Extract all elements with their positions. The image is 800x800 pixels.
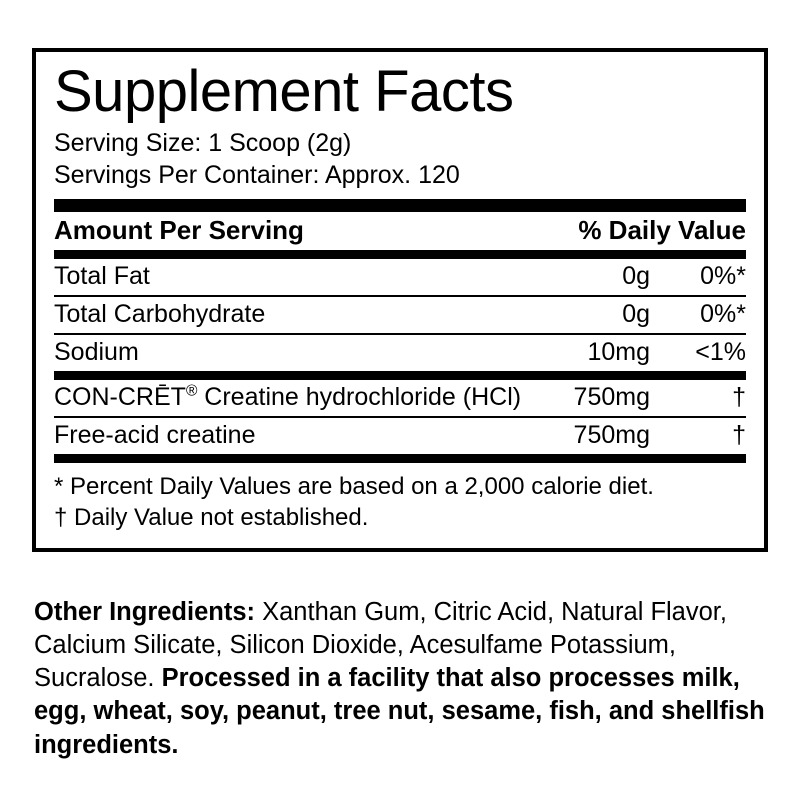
table-row [54, 259, 746, 296]
servings-per-container-text: Servings Per Container: Approx. 120 [54, 161, 460, 190]
nutrient-name: Total Fat [54, 262, 150, 291]
nutrient-amount: 0g [622, 262, 650, 291]
ingredient-daily-value: † [650, 417, 746, 454]
ingredient-name: Free-acid creatine [54, 417, 566, 454]
footnote-daily-value-basis: * Percent Daily Values are based on a 2,000 calorie diet. [54, 473, 654, 501]
table-row [54, 380, 746, 417]
divider-above-ingredients [54, 371, 746, 380]
footnote-dagger: † Daily Value not established. [54, 504, 369, 532]
header-daily-value: % Daily Value [578, 215, 746, 246]
table-header-row [54, 212, 746, 250]
other-ingredients-label: Other Ingredients: [34, 598, 256, 626]
ingredient-daily-value: † [732, 383, 746, 412]
nutrient-daily-value: 0%* [700, 262, 746, 291]
registered-trademark-icon: ® [185, 382, 198, 400]
ingredient-name-main: CON-CRĒT [54, 383, 186, 412]
nutrient-name: Total Carbohydrate [54, 296, 514, 334]
table-row [54, 334, 746, 371]
nutrient-daily-value: 0%* [650, 296, 746, 334]
divider-under-header [54, 250, 746, 259]
nutrition-table [54, 212, 746, 250]
table-row [54, 417, 746, 454]
divider-thick-top [54, 199, 746, 212]
other-ingredients-block [34, 596, 774, 762]
serving-size-text: Serving Size: 1 Scoop (2g) [54, 129, 352, 158]
supplement-facts-panel [32, 48, 768, 552]
nutrient-name: Sodium [54, 334, 514, 371]
other-ingredients-list: Xanthan Gum, Citric Acid, Natural Flavor, Calcium Silicate, Silicon Dioxide, Acesulfame Potassium, Sucralose. [34, 598, 727, 693]
ingredient-name-suffix: Creatine hydrochloride (HCl) [197, 383, 522, 412]
nutrient-daily-value: <1% [650, 334, 746, 371]
header-amount-per-serving: Amount Per Serving [54, 215, 304, 246]
divider-above-footnotes [54, 454, 746, 463]
nutrient-amount: 10mg [514, 334, 650, 371]
table-row [54, 296, 746, 334]
nutrient-rows-table [54, 259, 746, 371]
ingredient-name [54, 380, 566, 417]
allergen-statement: Processed in a facility that also processes milk, egg, wheat, soy, peanut, tree nut, sesame, fish, and shellfish ingredients. [34, 664, 765, 759]
ingredient-amount: 750mg [566, 417, 650, 454]
nutrient-amount: 0g [514, 296, 650, 334]
ingredient-amount: 750mg [573, 383, 650, 412]
page-title: Supplement Facts [54, 59, 514, 124]
footnotes [54, 463, 746, 533]
active-ingredients-table [54, 380, 746, 454]
